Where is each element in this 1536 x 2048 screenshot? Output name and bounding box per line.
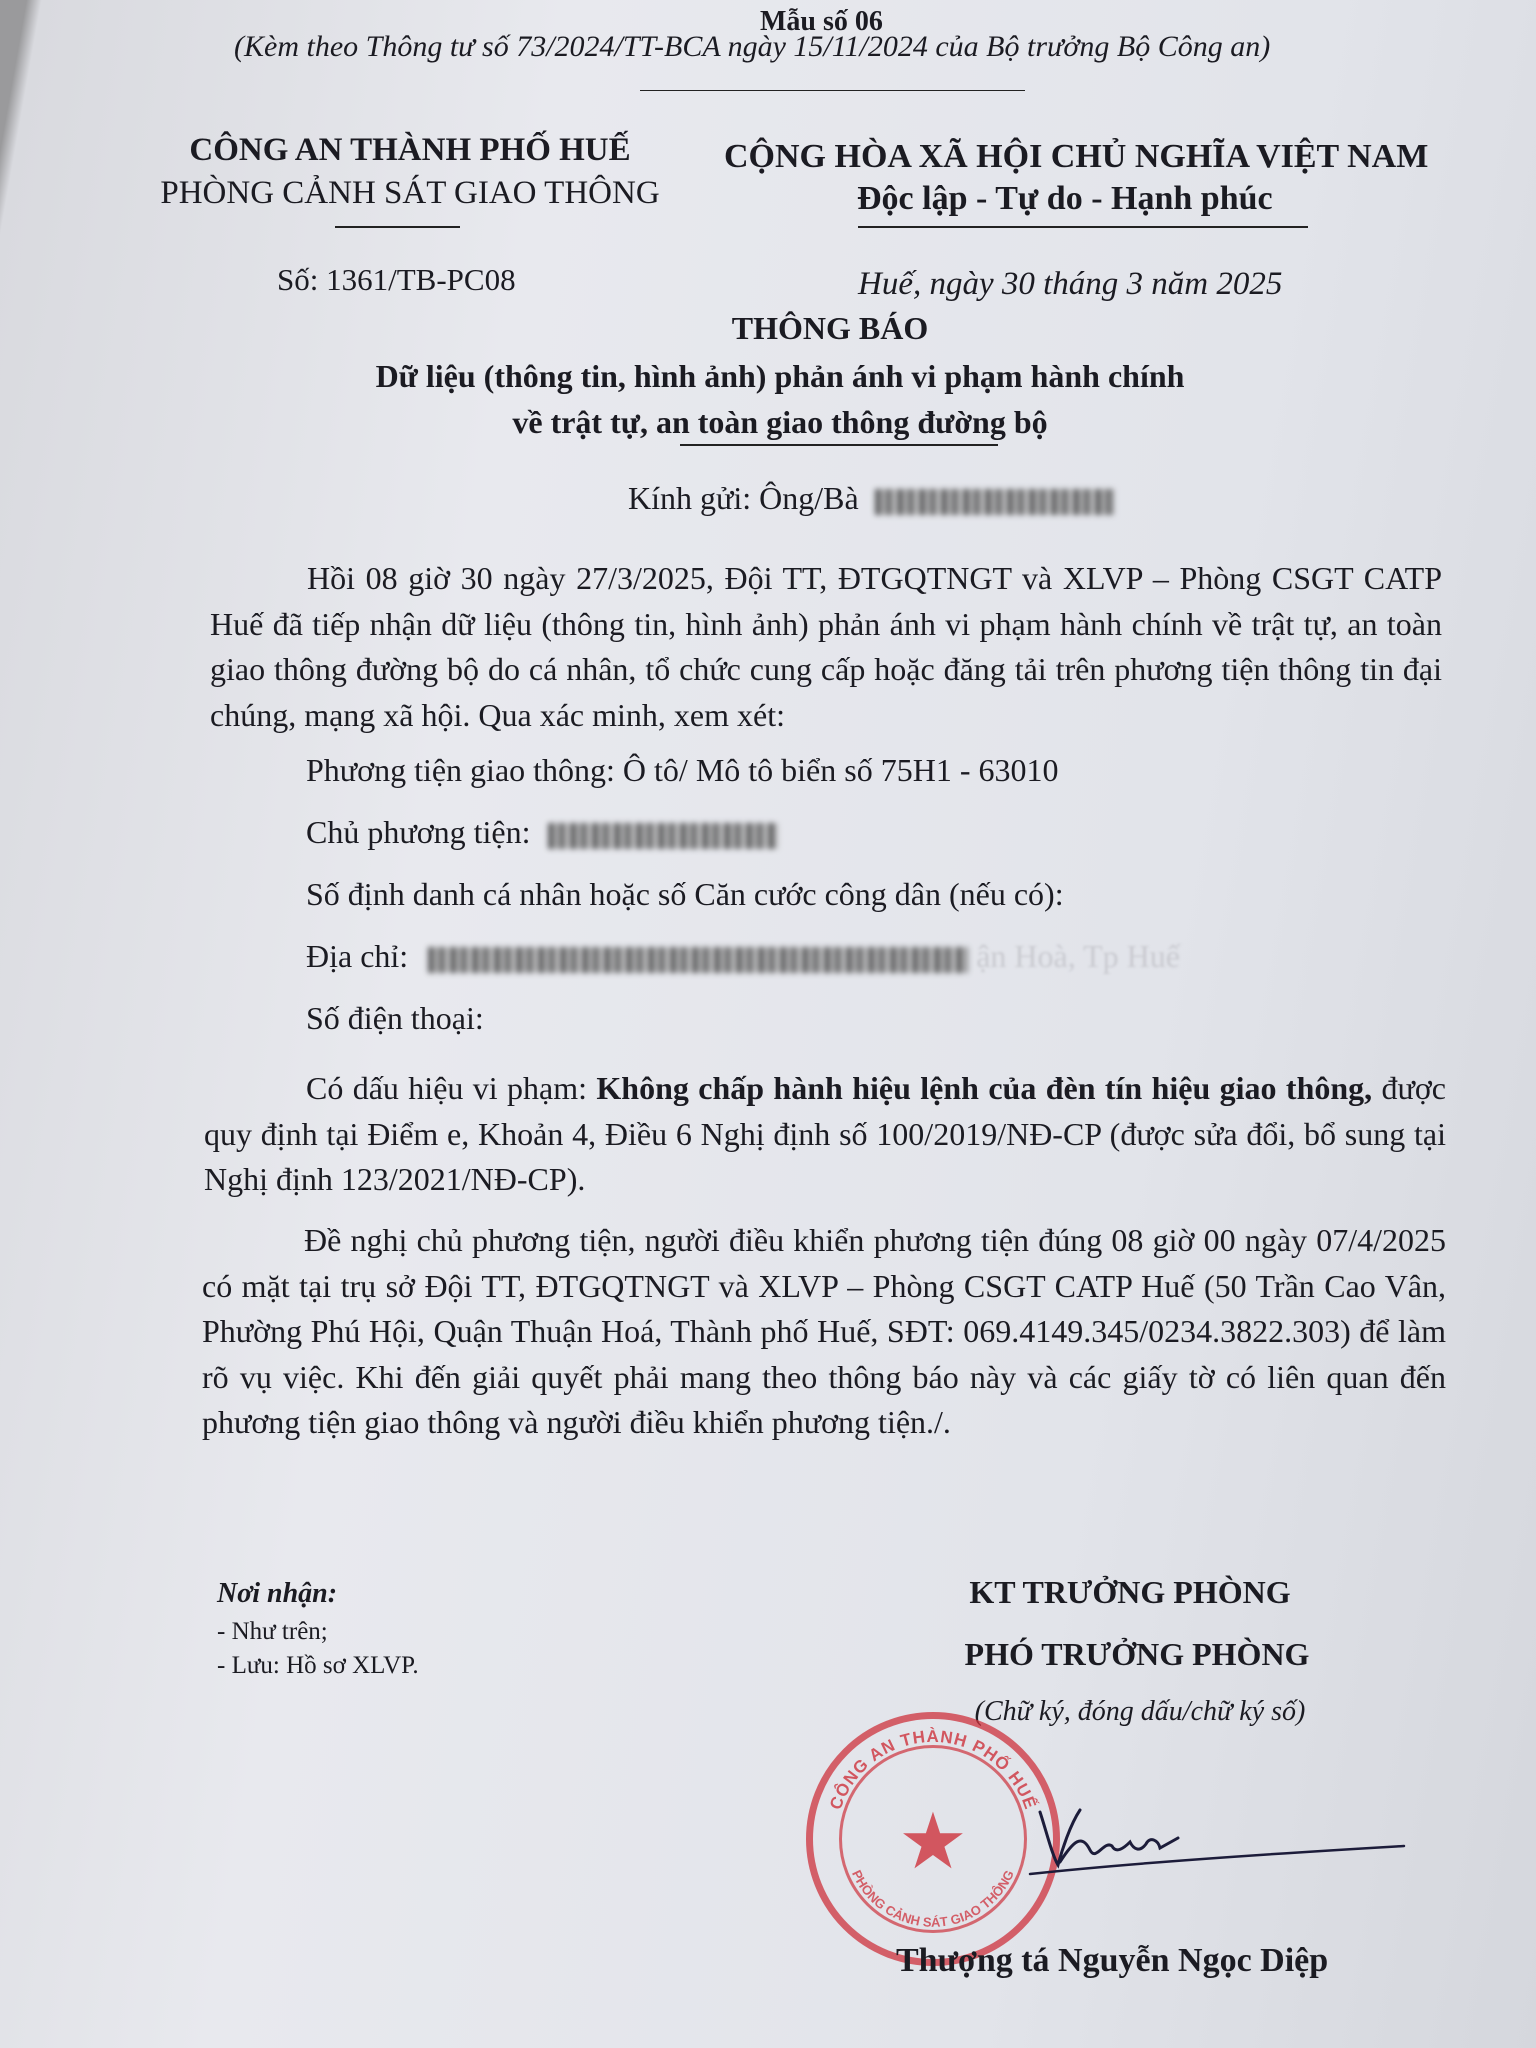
salutation-label: Kính gửi: Ông/Bà [628, 480, 859, 516]
stamp-text-top: CÔNG AN THÀNH PHỐ HUẾ [825, 1727, 1041, 1813]
paragraph-violation-text [204, 1066, 1446, 1203]
form-number: Mẫu số 06 [760, 6, 883, 37]
owner-line [306, 814, 778, 851]
recipient-item: - Lưu: Hồ sơ XLVP. [217, 1652, 419, 1679]
paragraph-intake [210, 556, 1442, 738]
document-number: Số: 1361/TB-PC08 [277, 262, 516, 297]
stamp-text-bottom: PHÒNG CẢNH SÁT GIAO THÔNG [849, 1867, 1017, 1930]
svg-text:PHÒNG CẢNH SÁT GIAO THÔNG [849, 1868, 1017, 1930]
place-date: Huế, ngày 30 tháng 3 năm 2025 [858, 266, 1283, 302]
paragraph-request-text: Đề nghị chủ phương tiện, người điều khiển phương tiện đúng 08 giờ 00 ngày 07/4/2025 có mặt tại trụ sở Đội TT, ĐTGQTNGT và XLVP – Phòng CSGT CATP Huế (50 Trần Cao Vân, Phường Phú Hội, Quận Thuận Hoá, Thành phố Huế, SĐT: 069.4149.345/0234.3822.303) để làm rõ vụ việc. Khi đến giải quyết phải mang theo thông báo này và các giấy tờ có liên quan đến phương tiện giao thông và người điều khiển phương tiện./. [202, 1222, 1446, 1440]
owner-label: Chủ phương tiện: [306, 814, 531, 850]
salutation [628, 480, 1115, 517]
vehicle-line: Phương tiện giao thông: Ô tô/ Mô tô biển số 75H1 - 63010 [306, 752, 1059, 788]
paragraph-violation [204, 1066, 1446, 1203]
address-line [306, 938, 1180, 975]
handwritten-signature [1000, 1770, 1440, 1890]
recipient-item: - Như trên; [217, 1618, 328, 1645]
issuer-department: PHÒNG CẢNH SÁT GIAO THÔNG [160, 175, 660, 211]
signature-title-1: KT TRƯỞNG PHÒNG [969, 1574, 1291, 1610]
recipients-heading: Nơi nhận: [217, 1578, 338, 1609]
violation-legal-basis: được quy định tại Điểm e, Khoản 4, Điều 6 Nghị định số 100/2019/NĐ-CP (được sửa đổi, bổ sung tại Nghị định 123/2021/NĐ-CP). [204, 1070, 1446, 1197]
address-tail: ận Hoà, Tp Huế [976, 938, 1180, 974]
phone-line: Số điện thoại: [306, 1000, 484, 1036]
signature-note: (Chữ ký, đóng dấu/chữ ký số) [974, 1696, 1306, 1727]
notice-subject-line1: Dữ liệu (thông tin, hình ảnh) phản ánh vi phạm hành chính [375, 358, 1185, 394]
paragraph-request [202, 1218, 1446, 1446]
country-slogan: Độc lập - Tự do - Hạnh phúc [857, 180, 1273, 217]
slogan-underline [858, 226, 1308, 228]
form-divider [640, 90, 1025, 91]
violation-prefix: Có dấu hiệu vi phạm: [306, 1070, 597, 1106]
signer-name: Thượng tá Nguyễn Ngọc Diệp [896, 1942, 1329, 1979]
issuer-agency: CÔNG AN THÀNH PHỐ HUẾ [189, 132, 631, 168]
star-icon: ★ [898, 1797, 968, 1887]
redacted-owner-name [548, 823, 778, 849]
title-underline [680, 444, 998, 446]
country-name: CỘNG HÒA XÃ HỘI CHỦ NGHĨA VIỆT NAM [724, 138, 1429, 175]
address-label: Địa chỉ: [306, 938, 409, 974]
notice-title: THÔNG BÁO [731, 310, 929, 346]
id-line: Số định danh cá nhân hoặc số Căn cước công dân (nếu có): [306, 876, 1064, 912]
issuer-underline [335, 226, 460, 228]
paragraph-intake-text: Hồi 08 giờ 30 ngày 27/3/2025, Đội TT, ĐTGQTNGT và XLVP – Phòng CSGT CATP Huế đã tiếp nhận dữ liệu (thông tin, hình ảnh) phản ánh vi phạm hành chính về trật tự, an toàn giao thông đường bộ do cá nhân, tổ chức cung cấp hoặc đăng tải trên phương tiện thông tin đại chúng, mạng xã hội. Qua xác minh, xem xét: [210, 560, 1442, 733]
redacted-address [428, 947, 968, 973]
signature-title-2: PHÓ TRƯỞNG PHÒNG [964, 1636, 1310, 1672]
violation-description: Không chấp hành hiệu lệnh của đèn tín hiệu giao thông, [596, 1070, 1373, 1106]
notice-subject-line2: về trật tự, an toàn giao thông đường bộ [512, 404, 1048, 440]
form-subtitle: (Kèm theo Thông tư số 73/2024/TT-BCA ngày 15/11/2024 của Bộ trưởng Bộ Công an) [234, 30, 1271, 63]
redacted-recipient-name [875, 489, 1115, 515]
